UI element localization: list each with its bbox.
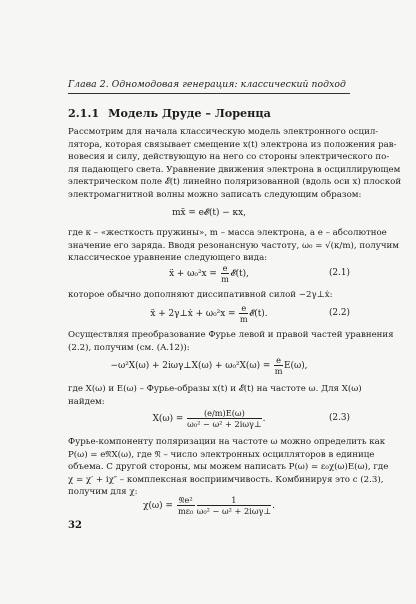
text-line: найдем:	[68, 396, 105, 407]
paragraph-5	[68, 383, 362, 408]
text-line: лятора, которая связывает смещение x(t) электрона из положения рав-	[68, 139, 397, 150]
equation-fourier: −ω²X(ω) + 2iωγ⊥X(ω) + ω₀²X(ω) = $\frac{e}{m}$ E(ω),	[110, 355, 308, 376]
paragraph-3	[68, 289, 354, 302]
fraction: $\frac{(e/m)E(\omega)}{\text{ω₀² − ω² + 2iωγ⊥}}$	[187, 408, 262, 429]
text-line: где X(ω) и E(ω) – Фурье-образы x(t) и 𝓔(t) на частоте ω. Для X(ω)	[68, 384, 362, 394]
paragraph-1	[68, 126, 402, 202]
text-line: классическое уравнение следующего вида:	[68, 253, 268, 264]
page-number: 32	[68, 520, 82, 531]
fraction: $\frac{\text{𝔑e²}}{\text{mε₀}}$	[178, 495, 194, 516]
paragraph-4	[68, 329, 394, 354]
text-line: Осуществляя преобразование Фурье левой и правой частей уравнения	[68, 330, 394, 340]
text-line: (2.2), получим (см. (A.12)):	[68, 342, 190, 353]
equation-susceptibility: χ(ω) = $\frac{\text{𝔑e²}}{\text{mε₀}}$ $\frac{1}{\text{ω₀² − ω² + 2iωγ⊥}}$ .	[143, 495, 275, 516]
equation-2-1: ẍ + ω₀²x = $\frac{e}{m}$ 𝓔(t),	[169, 263, 249, 284]
equation-label: (2.1)	[328, 268, 350, 278]
equation-label: (2.2)	[328, 308, 350, 318]
paragraph-6	[68, 436, 389, 499]
fraction: $\frac{e}{m}$	[274, 355, 283, 376]
fraction: $\frac{1}{\text{ω₀² − ω² + 2iωγ⊥}}$	[196, 495, 272, 516]
equation-label: (2.3)	[328, 413, 350, 423]
equation-2-3: X(ω) = $\frac{(e/m)E(\omega)}{\text{ω₀² − ω² + 2iωγ⊥}}$ .	[152, 408, 266, 429]
running-header: Глава 2. Одномодовая генерация: классический подход	[68, 79, 346, 90]
text-line: которое обычно дополняют диссипативной силой −2γ⊥ẋ:	[68, 290, 333, 300]
fraction: $\frac{e}{m}$	[221, 263, 229, 284]
section-title: Модель Друде – Лоренца	[108, 106, 271, 120]
text-line: где κ – «жесткость пружины», m – масса электрона, а e – абсолютное	[68, 228, 387, 238]
equation-2-2: ẍ + 2γ⊥ẋ + ω₀²x = $\frac{e}{m}$ 𝓔(t).	[150, 303, 268, 324]
text-line: значение его заряда. Вводя резонансную частоту, ω₀ = √(κ/m), получим	[68, 240, 400, 251]
header-rule	[68, 93, 350, 94]
section-heading	[68, 106, 271, 120]
text-line: P(ω) = e𝔑X(ω), где 𝔑 – число электронных осцилляторов в единице	[68, 449, 375, 460]
text-line: ля падающего света. Уравнение движения электрона в осциллирующем	[68, 164, 401, 175]
section-number: 2.1.1	[68, 106, 100, 120]
text-line: получим для χ:	[68, 487, 138, 498]
text-line: электрическом поле 𝓔(t) линейно поляризованной (вдоль оси x) плоской	[68, 177, 402, 188]
text-line: Рассмотрим для начала классическую модель электронного осцил-	[68, 127, 379, 137]
text-line: новесия и силу, действующую на него со стороны электрического по-	[68, 152, 390, 163]
equation-motion: mẍ = e𝓔(t) − κx,	[172, 208, 246, 218]
text-line: Фурье-компоненту поляризации на частоте ω можно определить как	[68, 437, 386, 447]
text-line: χ = χ′ + iχ″ – комплексная восприимчивость. Комбинируя это с (2.3),	[68, 474, 384, 485]
text-line: объема. С другой стороны, мы можем написать P(ω) = ε₀χ(ω)E(ω), где	[68, 462, 389, 473]
text-line: электромагнитной волны можно записать следующим образом:	[68, 189, 362, 200]
paragraph-2	[68, 227, 400, 265]
fraction: $\frac{e}{m}$	[239, 303, 248, 324]
